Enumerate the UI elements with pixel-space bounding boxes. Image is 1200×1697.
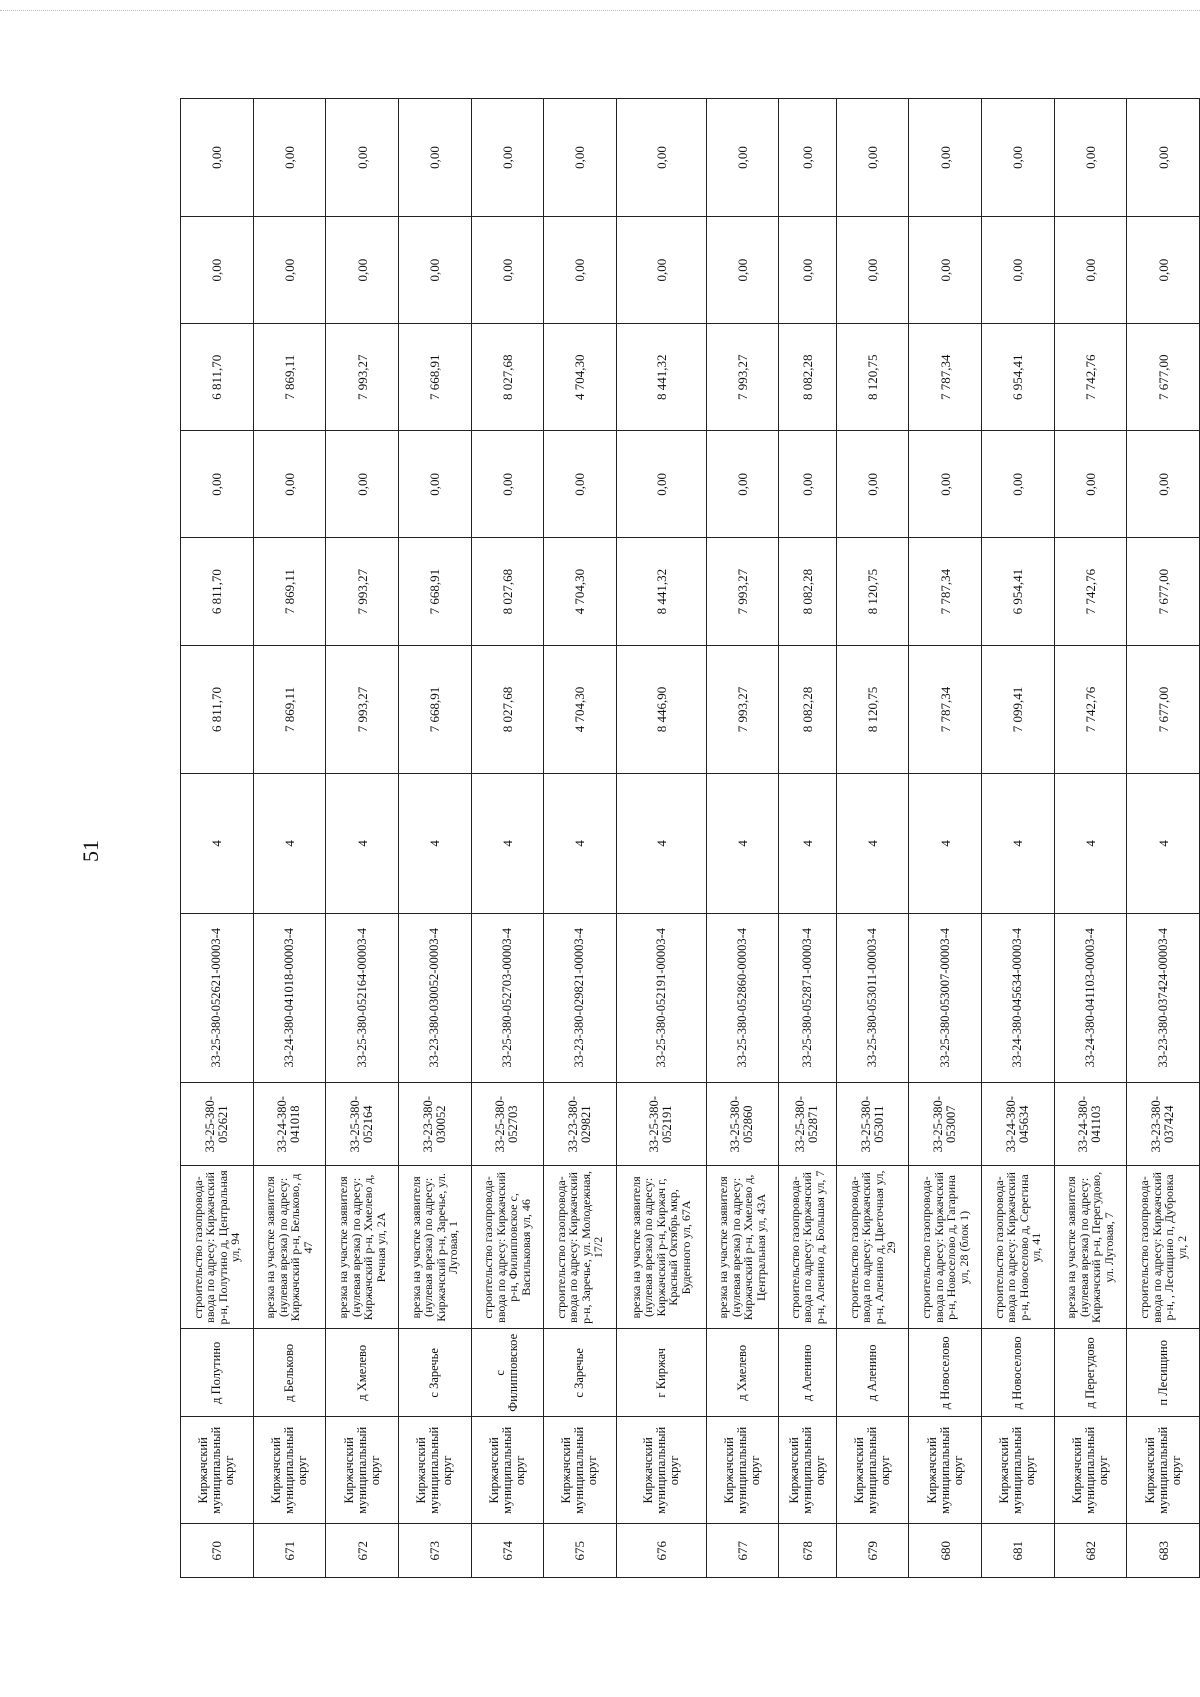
category-cell: 4 — [1054, 774, 1127, 913]
value1-cell: 7 742,76 — [1054, 645, 1127, 774]
locality-cell: д Бельково — [253, 1329, 326, 1417]
contract-number-cell: 33-25-380-053007-00003-4 — [909, 913, 982, 1082]
application-number-cell: 33-25-380-052703 — [471, 1082, 544, 1166]
table-row — [398, 99, 471, 1578]
district-cell: Киржачский муниципальный округ — [779, 1417, 837, 1524]
value6-cell: 0,00 — [471, 99, 544, 217]
description-cell: врезка на участке заявителя (нулевая врезка) по адресу: Киржачский р-н, Киржач г, Красный Октябрь мкр, Буденного ул, 67А — [616, 1166, 706, 1329]
value6-cell: 0,00 — [981, 99, 1054, 217]
value6-cell: 0,00 — [1054, 99, 1127, 217]
value5-cell: 0,00 — [779, 216, 837, 323]
table-body — [181, 99, 1200, 1578]
value6-cell: 0,00 — [779, 99, 837, 217]
row-number-cell: 678 — [779, 1524, 837, 1578]
value1-cell: 7 677,00 — [1127, 645, 1200, 774]
contract-number-cell: 33-25-380-052703-00003-4 — [471, 913, 544, 1082]
locality-cell: д Полутино — [181, 1329, 254, 1417]
row-number-cell: 682 — [1054, 1524, 1127, 1578]
value1-cell: 7 787,34 — [909, 645, 982, 774]
value5-cell: 0,00 — [1127, 216, 1200, 323]
application-number-cell: 33-25-380-052191 — [616, 1082, 706, 1166]
application-number-cell: 33-24-380-041103 — [1054, 1082, 1127, 1166]
value4-cell: 7 742,76 — [1054, 324, 1127, 431]
district-cell: Киржачский муниципальный округ — [909, 1417, 982, 1524]
district-cell: Киржачский муниципальный округ — [253, 1417, 326, 1524]
value2-cell: 7 742,76 — [1054, 538, 1127, 645]
value6-cell: 0,00 — [616, 99, 706, 217]
description-cell: строительство газопровода-ввода по адресу: Киржачский р-н, Аленино д, Цветочная ул, 29 — [836, 1166, 909, 1329]
district-cell: Киржачский муниципальный округ — [836, 1417, 909, 1524]
value4-cell: 7 993,27 — [706, 324, 779, 431]
application-number-cell: 33-25-380-052860 — [706, 1082, 779, 1166]
district-cell: Киржачский муниципальный округ — [981, 1417, 1054, 1524]
value3-cell: 0,00 — [909, 431, 982, 538]
description-cell: врезка на участке заявителя (нулевая врезка) по адресу: Киржачский р-н, Перегудово, ул. Луговая, 7 — [1054, 1166, 1127, 1329]
row-number-cell: 672 — [326, 1524, 399, 1578]
table-row — [253, 99, 326, 1578]
category-cell: 4 — [471, 774, 544, 913]
value1-cell: 7 993,27 — [326, 645, 399, 774]
row-number-cell: 680 — [909, 1524, 982, 1578]
value4-cell: 7 993,27 — [326, 324, 399, 431]
category-cell: 4 — [1127, 774, 1200, 913]
district-cell: Киржачский муниципальный округ — [706, 1417, 779, 1524]
table-row — [779, 99, 837, 1578]
application-number-cell: 33-25-380-052621 — [181, 1082, 254, 1166]
application-number-cell: 33-24-380-045634 — [981, 1082, 1054, 1166]
category-cell: 4 — [836, 774, 909, 913]
district-cell: Киржачский муниципальный округ — [1127, 1417, 1200, 1524]
locality-cell: д Хмелево — [326, 1329, 399, 1417]
description-cell: строительство газопровода-ввода по адресу: Киржачский р-н, Филипповское с, Васильковая ул, 46 — [471, 1166, 544, 1329]
value3-cell: 0,00 — [326, 431, 399, 538]
locality-cell: д Аленино — [779, 1329, 837, 1417]
contract-number-cell: 33-25-380-053011-00003-4 — [836, 913, 909, 1082]
locality-cell: г Киржач — [616, 1329, 706, 1417]
description-cell: строительство газопровода-ввода по адресу: Киржачский р-н, , Лесищино п, Дубровка ул, 2 — [1127, 1166, 1200, 1329]
contract-number-cell: 33-25-380-052191-00003-4 — [616, 913, 706, 1082]
value3-cell: 0,00 — [471, 431, 544, 538]
description-cell: врезка на участке заявителя (нулевая врезка) по адресу: Киржачский р-н, Хмелево д, Центральная ул, 43А — [706, 1166, 779, 1329]
category-cell: 4 — [544, 774, 617, 913]
locality-cell: д Хмелево — [706, 1329, 779, 1417]
table-row — [909, 99, 982, 1578]
contract-number-cell: 33-24-380-045634-00003-4 — [981, 913, 1054, 1082]
application-number-cell: 33-24-380-041018 — [253, 1082, 326, 1166]
row-number-cell: 681 — [981, 1524, 1054, 1578]
rotated-table-container — [180, 98, 1200, 1578]
value5-cell: 0,00 — [1054, 216, 1127, 323]
value3-cell: 0,00 — [981, 431, 1054, 538]
value2-cell: 6 811,70 — [181, 538, 254, 645]
value2-cell: 7 993,27 — [706, 538, 779, 645]
value1-cell: 8 446,90 — [616, 645, 706, 774]
district-cell: Киржачский муниципальный округ — [1054, 1417, 1127, 1524]
row-number-cell: 674 — [471, 1524, 544, 1578]
row-number-cell: 671 — [253, 1524, 326, 1578]
district-cell: Киржачский муниципальный округ — [544, 1417, 617, 1524]
locality-cell: д Аленино — [836, 1329, 909, 1417]
value2-cell: 8 120,75 — [836, 538, 909, 645]
value4-cell: 7 668,91 — [398, 324, 471, 431]
row-number-cell: 676 — [616, 1524, 706, 1578]
district-cell: Киржачский муниципальный округ — [326, 1417, 399, 1524]
district-cell: Киржачский муниципальный округ — [471, 1417, 544, 1524]
application-number-cell: 33-25-380-052871 — [779, 1082, 837, 1166]
contract-number-cell: 33-24-380-041018-00003-4 — [253, 913, 326, 1082]
value5-cell: 0,00 — [706, 216, 779, 323]
value4-cell: 8 082,28 — [779, 324, 837, 431]
value4-cell: 8 441,32 — [616, 324, 706, 431]
locality-cell: д Перегудово — [1054, 1329, 1127, 1417]
table-row — [471, 99, 544, 1578]
application-number-cell: 33-25-380-053011 — [836, 1082, 909, 1166]
description-cell: строительство газопровода-ввода по адресу: Киржачский р-н, Новоселово д, Серегина ул, 41 — [981, 1166, 1054, 1329]
value1-cell: 7 869,11 — [253, 645, 326, 774]
locality-cell: с Филипповское — [471, 1329, 544, 1417]
category-cell: 4 — [398, 774, 471, 913]
value2-cell: 8 082,28 — [779, 538, 837, 645]
value2-cell: 7 869,11 — [253, 538, 326, 645]
value3-cell: 0,00 — [836, 431, 909, 538]
value3-cell: 0,00 — [1054, 431, 1127, 538]
table-row — [1127, 99, 1200, 1578]
category-cell: 4 — [981, 774, 1054, 913]
value3-cell: 0,00 — [706, 431, 779, 538]
table-row — [981, 99, 1054, 1578]
row-number-cell: 675 — [544, 1524, 617, 1578]
table-row — [1054, 99, 1127, 1578]
contract-number-cell: 33-23-380-029821-00003-4 — [544, 913, 617, 1082]
value4-cell: 8 120,75 — [836, 324, 909, 431]
description-cell: врезка на участке заявителя (нулевая врезка) по адресу: Киржачский р-н, Хмелево д, Речная ул, 2А — [326, 1166, 399, 1329]
contract-number-cell: 33-23-380-030052-00003-4 — [398, 913, 471, 1082]
category-cell: 4 — [326, 774, 399, 913]
value1-cell: 7 099,41 — [981, 645, 1054, 774]
value6-cell: 0,00 — [1127, 99, 1200, 217]
row-number-cell: 673 — [398, 1524, 471, 1578]
description-cell: строительство газопровода-ввода по адресу: Киржачский р-н, Полутино д, Центральная ул, 94 — [181, 1166, 254, 1329]
page-number: 51 — [78, 840, 103, 862]
value1-cell: 8 120,75 — [836, 645, 909, 774]
value3-cell: 0,00 — [544, 431, 617, 538]
value1-cell: 7 668,91 — [398, 645, 471, 774]
row-number-cell: 679 — [836, 1524, 909, 1578]
value4-cell: 4 704,30 — [544, 324, 617, 431]
value3-cell: 0,00 — [181, 431, 254, 538]
locality-cell: с Заречье — [398, 1329, 471, 1417]
locality-cell: д Новоселово — [909, 1329, 982, 1417]
value5-cell: 0,00 — [909, 216, 982, 323]
district-cell: Киржачский муниципальный округ — [398, 1417, 471, 1524]
description-cell: врезка на участке заявителя (нулевая врезка) по адресу: Киржачский р-н, Бельково, д 47 — [253, 1166, 326, 1329]
value4-cell: 6 954,41 — [981, 324, 1054, 431]
application-number-cell: 33-23-380-030052 — [398, 1082, 471, 1166]
district-cell: Киржачский муниципальный округ — [616, 1417, 706, 1524]
value6-cell: 0,00 — [398, 99, 471, 217]
value5-cell: 0,00 — [326, 216, 399, 323]
value4-cell: 7 869,11 — [253, 324, 326, 431]
description-cell: строительство газопровода-ввода по адресу: Киржачский р-н, Новоселово д, Гагарина ул, 28 (блок 1) — [909, 1166, 982, 1329]
value6-cell: 0,00 — [326, 99, 399, 217]
value5-cell: 0,00 — [471, 216, 544, 323]
value3-cell: 0,00 — [616, 431, 706, 538]
application-number-cell: 33-23-380-037424 — [1127, 1082, 1200, 1166]
application-number-cell: 33-25-380-052164 — [326, 1082, 399, 1166]
category-cell: 4 — [779, 774, 837, 913]
gas-connection-table — [180, 98, 1200, 1578]
value1-cell: 8 082,28 — [779, 645, 837, 774]
value6-cell: 0,00 — [909, 99, 982, 217]
row-number-cell: 677 — [706, 1524, 779, 1578]
application-number-cell: 33-23-380-029821 — [544, 1082, 617, 1166]
value1-cell: 4 704,30 — [544, 645, 617, 774]
value2-cell: 8 027,68 — [471, 538, 544, 645]
district-cell: Киржачский муниципальный округ — [181, 1417, 254, 1524]
value4-cell: 6 811,70 — [181, 324, 254, 431]
table-row — [326, 99, 399, 1578]
value6-cell: 0,00 — [253, 99, 326, 217]
value4-cell: 7 677,00 — [1127, 324, 1200, 431]
value4-cell: 8 027,68 — [471, 324, 544, 431]
value4-cell: 7 787,34 — [909, 324, 982, 431]
contract-number-cell: 33-25-380-052621-00003-4 — [181, 913, 254, 1082]
value2-cell: 8 441,32 — [616, 538, 706, 645]
value2-cell: 7 677,00 — [1127, 538, 1200, 645]
contract-number-cell: 33-25-380-052871-00003-4 — [779, 913, 837, 1082]
category-cell: 4 — [616, 774, 706, 913]
locality-cell: д Новоселово — [981, 1329, 1054, 1417]
category-cell: 4 — [181, 774, 254, 913]
contract-number-cell: 33-23-380-037424-00003-4 — [1127, 913, 1200, 1082]
value5-cell: 0,00 — [398, 216, 471, 323]
contract-number-cell: 33-24-380-041103-00003-4 — [1054, 913, 1127, 1082]
value3-cell: 0,00 — [398, 431, 471, 538]
value6-cell: 0,00 — [706, 99, 779, 217]
row-number-cell: 683 — [1127, 1524, 1200, 1578]
category-cell: 4 — [253, 774, 326, 913]
value2-cell: 7 993,27 — [326, 538, 399, 645]
value5-cell: 0,00 — [181, 216, 254, 323]
description-cell: строительство газопровода-ввода по адресу: Киржачский р-н, Аленино д, Большая ул, 7 — [779, 1166, 837, 1329]
contract-number-cell: 33-25-380-052860-00003-4 — [706, 913, 779, 1082]
value1-cell: 6 811,70 — [181, 645, 254, 774]
value1-cell: 8 027,68 — [471, 645, 544, 774]
value2-cell: 6 954,41 — [981, 538, 1054, 645]
value5-cell: 0,00 — [544, 216, 617, 323]
value3-cell: 0,00 — [1127, 431, 1200, 538]
contract-number-cell: 33-25-380-052164-00003-4 — [326, 913, 399, 1082]
table-row — [544, 99, 617, 1578]
value3-cell: 0,00 — [253, 431, 326, 538]
value3-cell: 0,00 — [779, 431, 837, 538]
description-cell: врезка на участке заявителя (нулевая врезка) по адресу: Киржачский р-н, Заречье, ул. Луговая, 1 — [398, 1166, 471, 1329]
value6-cell: 0,00 — [836, 99, 909, 217]
table-row — [836, 99, 909, 1578]
value5-cell: 0,00 — [836, 216, 909, 323]
value6-cell: 0,00 — [544, 99, 617, 217]
locality-cell: с Заречье — [544, 1329, 617, 1417]
table-row — [706, 99, 779, 1578]
category-cell: 4 — [909, 774, 982, 913]
description-cell: строительство газопровода-ввода по адресу: Киржачский р-н, Заречье, ул. Молодежная, 17/2 — [544, 1166, 617, 1329]
category-cell: 4 — [706, 774, 779, 913]
value5-cell: 0,00 — [981, 216, 1054, 323]
value1-cell: 7 993,27 — [706, 645, 779, 774]
scan-edge-line — [0, 10, 1200, 11]
value6-cell: 0,00 — [181, 99, 254, 217]
value2-cell: 7 787,34 — [909, 538, 982, 645]
table-row — [616, 99, 706, 1578]
value5-cell: 0,00 — [253, 216, 326, 323]
row-number-cell: 670 — [181, 1524, 254, 1578]
application-number-cell: 33-25-380-053007 — [909, 1082, 982, 1166]
table-row — [181, 99, 254, 1578]
value2-cell: 4 704,30 — [544, 538, 617, 645]
value2-cell: 7 668,91 — [398, 538, 471, 645]
value5-cell: 0,00 — [616, 216, 706, 323]
locality-cell: п Лесищино — [1127, 1329, 1200, 1417]
